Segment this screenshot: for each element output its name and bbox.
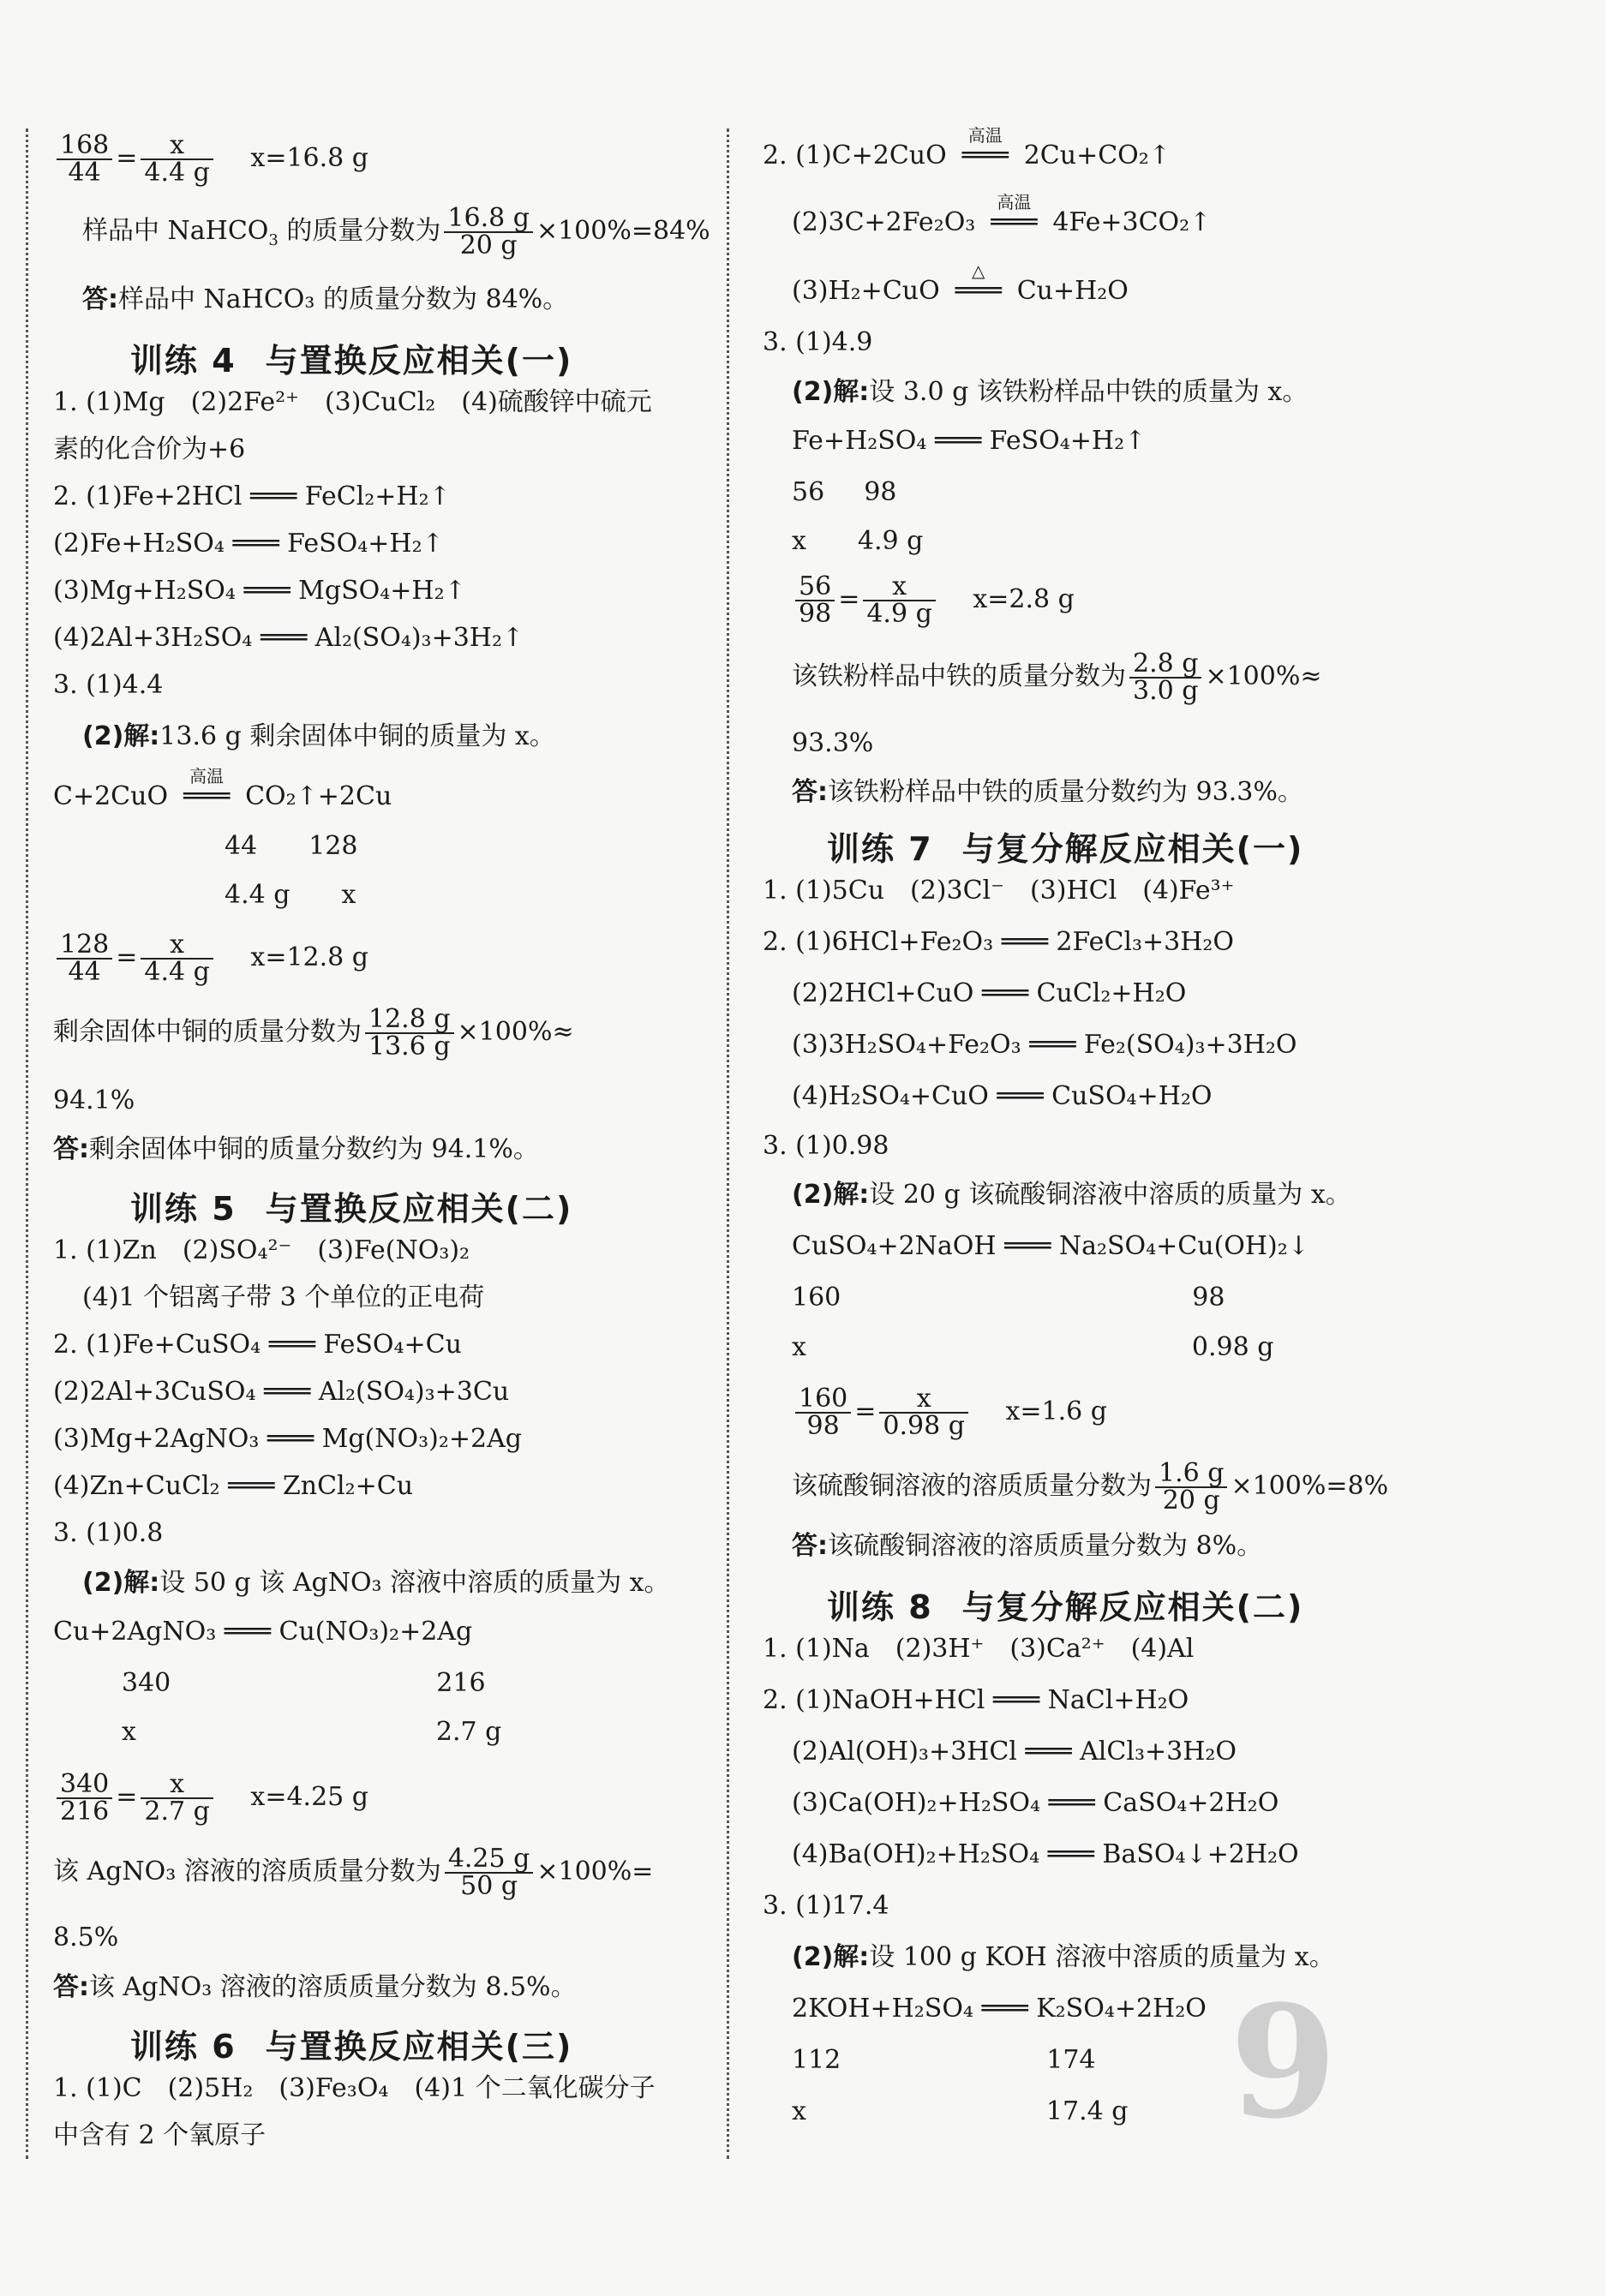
equation-line: (4)Zn+CuCl₂ ═══ ZnCl₂+Cu <box>53 1471 414 1501</box>
question-line: 素的化合价为+6 <box>53 434 246 464</box>
equation-line: 2. (1)6HCl+Fe₂O₃ ═══ 2FeCl₃+3H₂O <box>763 927 1235 957</box>
fraction: $\frac{160}{98}$ <box>795 1386 851 1439</box>
mass-row: 4.4 g x <box>225 880 356 910</box>
reaction-condition: 高温 ═══ <box>961 125 1009 170</box>
section-heading: 训练 5 与置换反应相关(二) <box>130 1190 573 1228</box>
answer-line: 答:该铁粉样品中铁的质量分数约为 93.3%。 <box>792 777 1303 807</box>
equation-line: 2. (1)Fe+CuSO₄ ═══ FeSO₄+Cu <box>53 1330 462 1360</box>
question-line: 3. (1)4.9 <box>763 327 873 357</box>
result-line: 8.5% <box>53 1922 119 1952</box>
result-text: x=16.8 g <box>250 143 368 173</box>
equation-line: Fe+H₂SO₄ ═══ FeSO₄+H₂↑ <box>792 426 1147 456</box>
reaction-condition: 高温 ═══ <box>183 766 231 811</box>
fraction: $\frac{56}{98}$ <box>795 574 835 627</box>
fraction-line: $\frac{160}{98}$ = $\frac{x}{0.98 g}$ x=1.6 g <box>792 1386 1107 1439</box>
left-margin-rule <box>26 129 28 2159</box>
mass-fraction-line: 该铁粉样品中铁的质量分数为 $\frac{2.8 g}{3.0 g}$ ×100%≈ <box>792 649 1322 706</box>
equation-line: (2)Fe+H₂SO₄ ═══ FeSO₄+H₂↑ <box>53 529 444 559</box>
equation-line: CuSO₄+2NaOH ═══ Na₂SO₄+Cu(OH)₂↓ <box>792 1231 1309 1261</box>
solution-line: (2)解:设 3.0 g 该铁粉样品中铁的质量为 x。 <box>792 377 1309 407</box>
equation-line: (2)2Al+3CuSO₄ ═══ Al₂(SO₄)₃+3Cu <box>53 1377 510 1407</box>
fraction-line: $\frac{56}{98}$ = $\frac{x}{4.9 g}$ x=2.8 g <box>792 574 1075 627</box>
fraction-line: $\frac{168}{44}$ = $\frac{x}{4.4 g}$ x=16.8 g <box>53 133 368 186</box>
molar-mass-row: 160 98 <box>792 1283 1225 1312</box>
column-divider <box>727 129 729 2159</box>
molar-mass-row: 112 174 <box>792 2045 1096 2075</box>
section-heading: 训练 4 与置换反应相关(一) <box>130 342 573 380</box>
equation-line: (3)H₂+CuO △ ═══ Cu+H₂O <box>792 274 1129 308</box>
solution-line: (2)解:13.6 g 剩余固体中铜的质量为 x。 <box>82 721 555 751</box>
answer-line: 答:剩余固体中铜的质量分数约为 94.1%。 <box>53 1134 539 1164</box>
result-line: 94.1% <box>53 1085 135 1115</box>
question-line: 3. (1)4.4 <box>53 670 164 700</box>
answer-line: 答:该 AgNO₃ 溶液的溶质质量分数为 8.5%。 <box>53 1972 577 2002</box>
molar-mass-row: 340 216 <box>122 1668 486 1698</box>
page-number: 9 <box>1230 1972 1338 2153</box>
fraction: $\frac{x}{0.98 g}$ <box>879 1386 968 1439</box>
fraction-line: $\frac{340}{216}$ = $\frac{x}{2.7 g}$ x=4.25 g <box>53 1772 368 1825</box>
equation-line: (2)2HCl+CuO ═══ CuCl₂+H₂O <box>792 978 1187 1008</box>
question-line: 1. (1)Na (2)3H⁺ (3)Ca²⁺ (4)Al <box>763 1634 1195 1664</box>
question-line: 中含有 2 个氧原子 <box>53 2120 267 2150</box>
reaction-condition: △ ═══ <box>955 260 1002 306</box>
fraction: $\frac{x}{4.4 g}$ <box>141 932 213 985</box>
section-heading: 训练 8 与复分解反应相关(二) <box>827 1588 1304 1626</box>
equation-line: (3)3H₂SO₄+Fe₂O₃ ═══ Fe₂(SO₄)₃+3H₂O <box>792 1030 1297 1060</box>
fraction: $\frac{x}{4.4 g}$ <box>141 133 213 186</box>
mass-fraction-line: 样品中 NaHCO$_3$ 的质量分数为 $\frac{16.8 g}{20 g}$ ×100%=84% <box>82 203 710 260</box>
fraction: $\frac{x}{2.7 g}$ <box>141 1772 213 1825</box>
mass-row: x 4.9 g <box>792 526 924 556</box>
solution-line: (2)解:设 50 g 该 AgNO₃ 溶液中溶质的质量为 x。 <box>82 1568 670 1598</box>
fraction-line: $\frac{128}{44}$ = $\frac{x}{4.4 g}$ x=12.8 g <box>53 932 368 985</box>
fraction: $\frac{16.8 g}{20 g}$ <box>444 206 533 259</box>
equation-line: 2. (1)NaOH+HCl ═══ NaCl+H₂O <box>763 1685 1189 1715</box>
equation-line: 2. (1)C+2CuO 高温 ═══ 2Cu+CO₂↑ <box>763 139 1171 173</box>
molar-mass-row: 44 128 <box>225 831 358 861</box>
fraction: $\frac{168}{44}$ <box>57 133 112 186</box>
fraction: $\frac{4.25 g}{50 g}$ <box>445 1846 534 1899</box>
equation-line: (3)Mg+H₂SO₄ ═══ MgSO₄+H₂↑ <box>53 576 466 606</box>
fraction: $\frac{12.8 g}{13.6 g}$ <box>365 1007 454 1060</box>
solution-line: (2)解:设 100 g KOH 溶液中溶质的质量为 x。 <box>792 1942 1335 1972</box>
solution-line: (2)解:设 20 g 该硫酸铜溶液中溶质的质量为 x。 <box>792 1180 1351 1210</box>
question-line: 3. (1)0.98 <box>763 1131 889 1161</box>
fraction: $\frac{128}{44}$ <box>57 932 112 985</box>
equation-line: (4)2Al+3H₂SO₄ ═══ Al₂(SO₄)₃+3H₂↑ <box>53 623 524 653</box>
mass-row: x 2.7 g <box>122 1717 502 1747</box>
question-line: 3. (1)0.8 <box>53 1518 164 1548</box>
mass-fraction-line: 该 AgNO₃ 溶液的溶质质量分数为 $\frac{4.25 g}{50 g}$ ×100%= <box>53 1844 654 1901</box>
equation-line: 2. (1)Fe+2HCl ═══ FeCl₂+H₂↑ <box>53 481 451 511</box>
answer-line: 答:样品中 NaHCO₃ 的质量分数为 84%。 <box>82 284 569 314</box>
equation-line: (2)Al(OH)₃+3HCl ═══ AlCl₃+3H₂O <box>792 1737 1237 1767</box>
fraction: $\frac{1.6 g}{20 g}$ <box>1155 1461 1227 1514</box>
question-line: 1. (1)5Cu (2)3Cl⁻ (3)HCl (4)Fe³⁺ <box>763 876 1235 906</box>
question-line: 1. (1)Zn (2)SO₄²⁻ (3)Fe(NO₃)₂ <box>53 1235 470 1265</box>
molar-mass-row: 56 98 <box>792 477 897 507</box>
section-heading: 训练 7 与复分解反应相关(一) <box>827 830 1304 868</box>
reaction-condition: 高温 ═══ <box>991 192 1038 237</box>
question-line: 3. (1)17.4 <box>763 1891 889 1921</box>
question-line: (4)1 个铝离子带 3 个单位的正电荷 <box>82 1283 485 1312</box>
mass-fraction-line: 该硫酸铜溶液的溶质质量分数为 $\frac{1.6 g}{20 g}$ ×100%=8% <box>792 1458 1389 1516</box>
section-heading: 训练 6 与置换反应相关(三) <box>130 2028 573 2066</box>
equation-line: (3)Mg+2AgNO₃ ═══ Mg(NO₃)₂+2Ag <box>53 1424 522 1454</box>
fraction: $\frac{340}{216}$ <box>57 1772 112 1825</box>
equation-line: (4)H₂SO₄+CuO ═══ CuSO₄+H₂O <box>792 1081 1213 1111</box>
equation-line: (3)Ca(OH)₂+H₂SO₄ ═══ CaSO₄+2H₂O <box>792 1788 1279 1818</box>
equation-line: Cu+2AgNO₃ ═══ Cu(NO₃)₂+2Ag <box>53 1617 473 1647</box>
answer-line: 答:该硫酸铜溶液的溶质质量分数为 8%。 <box>792 1531 1263 1561</box>
question-line: 1. (1)Mg (2)2Fe²⁺ (3)CuCl₂ (4)硫酸锌中硫元 <box>53 387 652 417</box>
equation-line: (2)3C+2Fe₂O₃ 高温 ═══ 4Fe+3CO₂↑ <box>792 206 1211 240</box>
mass-row: x 17.4 g <box>792 2096 1129 2126</box>
mass-fraction-line: 剩余固体中铜的质量分数为 $\frac{12.8 g}{13.6 g}$ ×100%≈ <box>53 1004 574 1061</box>
equation-line: C+2CuO 高温 ═══ CO₂↑+2Cu <box>53 780 392 814</box>
result-line: 93.3% <box>792 728 874 758</box>
mass-row: x 0.98 g <box>792 1332 1274 1362</box>
fraction: $\frac{x}{4.9 g}$ <box>863 574 935 627</box>
equation-line: (4)Ba(OH)₂+H₂SO₄ ═══ BaSO₄↓+2H₂O <box>792 1839 1299 1869</box>
equation-line: 2KOH+H₂SO₄ ═══ K₂SO₄+2H₂O <box>792 1994 1207 2024</box>
fraction: $\frac{2.8 g}{3.0 g}$ <box>1129 651 1201 704</box>
question-line: 1. (1)C (2)5H₂ (3)Fe₃O₄ (4)1 个二氧化碳分子 <box>53 2073 656 2103</box>
